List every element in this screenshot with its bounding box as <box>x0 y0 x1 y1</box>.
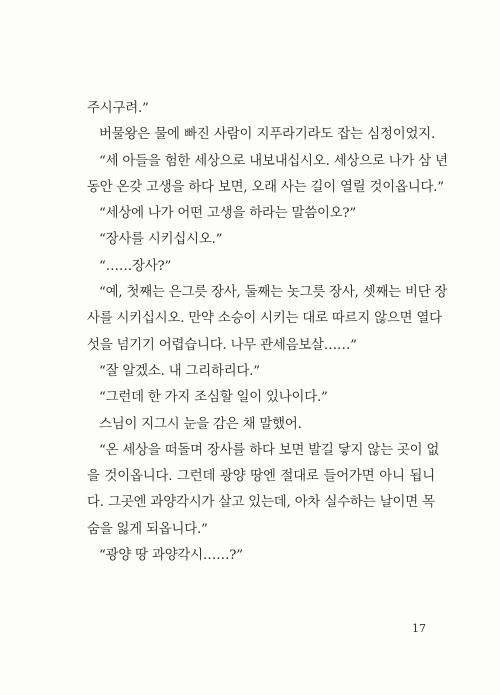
text-line: “그런데 한 가지 조심할 일이 있나이다.” <box>99 390 328 406</box>
text-line: “세상에 나가 어떤 고생을 하라는 말씀이오?” <box>99 206 357 222</box>
text-line: 을 것이옵니다. 그런데 광양 땅엔 절대로 들어가면 아니 됩니 <box>87 469 435 485</box>
text-line: “예, 첫째는 은그릇 장사, 둘째는 놋그릇 장사, 셋째는 비단 장 <box>99 285 448 301</box>
text-line: 다. 그곳엔 과양각시가 살고 있는데, 아차 실수하는 날이면 목 <box>87 495 435 511</box>
text-line: 주시구려.” <box>87 101 149 116</box>
text-line: 버물왕은 물에 빠진 사람이 지푸라기라도 잡는 심정이었지. <box>99 127 435 143</box>
text-line: “장사를 시키십시오.” <box>99 232 223 248</box>
text-line: “……장사?” <box>99 258 172 274</box>
body-text <box>87 96 448 569</box>
text-line: “잘 알겠소. 내 그리하리다.” <box>99 363 260 379</box>
text-line: “온 세상을 떠돌며 장사를 하다 보면 발길 닿지 않는 곳이 없 <box>99 442 440 458</box>
text-line: 스님이 지그시 눈을 감은 채 말했어. <box>99 416 302 432</box>
text-line: 섯을 넘기기 어렵습니다. 나무 관세음보살……” <box>87 337 357 353</box>
text-line: 동안 온갖 고생을 하다 보면, 오래 사는 길이 열릴 것이옵니다.” <box>87 179 444 195</box>
text-line: “세 아들을 험한 세상으로 내보내십시오. 세상으로 나가 삼 년 <box>99 153 448 169</box>
text-line: “광양 땅 과양각시……?” <box>99 548 243 564</box>
text-line: 사를 시키십시오. 만약 소승이 시키는 대로 따르지 않으면 열다 <box>87 311 442 327</box>
text-line: 숨을 잃게 되옵니다.” <box>87 521 208 537</box>
page-number: 17 <box>412 622 426 635</box>
